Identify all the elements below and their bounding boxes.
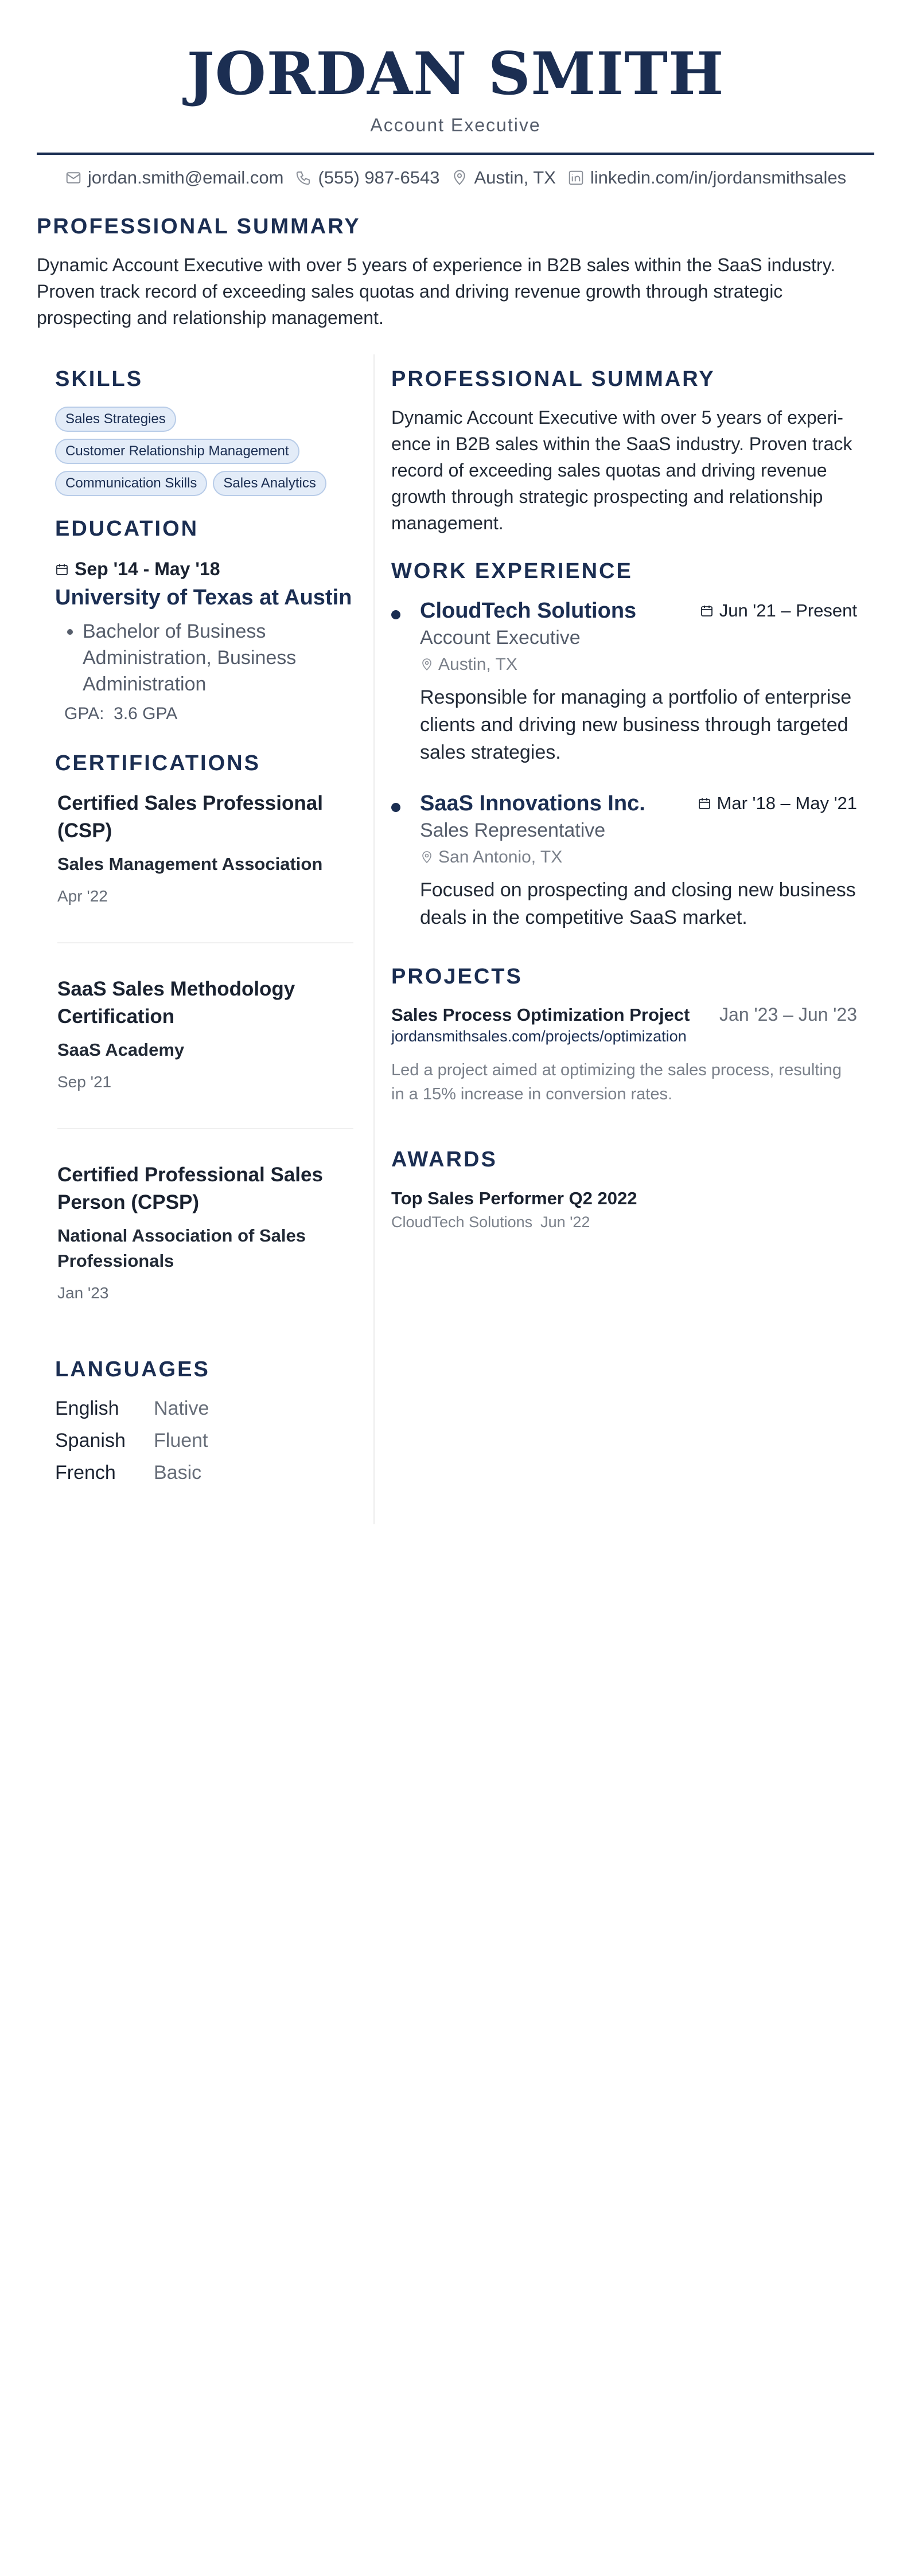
job-date-text: Jun '21 – Present (719, 600, 857, 620)
column-divider (373, 354, 375, 1524)
award-org: CloudTech Solutions (391, 1213, 533, 1231)
summary-text: Dynamic Account Executive with over 5 years of experience in B2B sales within the SaaS industry. Proven track record of exceeding sales quotas and driving revenue growth through strategic prospecting and relationship management. (37, 255, 836, 328)
skill-tag: Sales Analytics (213, 471, 326, 496)
job-date (698, 793, 857, 814)
skills-tags (55, 407, 353, 496)
section-heading: EDUCATION (55, 517, 199, 541)
job-company: SaaS Innovations Inc. (420, 791, 645, 815)
timeline-dot (391, 803, 400, 812)
job-entry (391, 791, 857, 931)
map-pin-icon (420, 850, 434, 864)
contact-location (451, 167, 555, 188)
certification-date: Sep '21 (57, 1073, 112, 1091)
language-level: Native (154, 1398, 209, 1419)
calendar-icon (700, 604, 714, 618)
skill-tag: Customer Relationship Management (55, 439, 299, 464)
section-heading: CERTIFICATIONS (55, 751, 260, 775)
language-name: French (55, 1462, 116, 1484)
summary-text: Dynamic Account Executive with over 5 years of experience in B2B sales within the SaaS industry. Proven track record of exceeding sales quotas and driving revenue growth through strategic prospecting and relationship management. (391, 407, 852, 533)
contact-phone[interactable] (295, 167, 439, 188)
certification-item (55, 943, 353, 1129)
project-description: Led a project aimed at optimizing the sales process, resulting in a 15% increase in conversion rates. (391, 1061, 842, 1103)
job-title: Account Executive (420, 627, 581, 649)
certification-org: National Association of Sales Professionals (57, 1225, 306, 1271)
certification-item (55, 1129, 353, 1302)
right-column (391, 367, 857, 1231)
mail-icon (65, 169, 82, 186)
job-location-text: Austin, TX (438, 655, 517, 674)
award-meta (391, 1213, 857, 1231)
certification-date: Apr '22 (57, 887, 108, 905)
map-pin-icon (420, 658, 434, 672)
contact-bar (0, 167, 911, 188)
skill-tag: Communication Skills (55, 471, 207, 496)
skill-tag: Sales Strategies (55, 407, 176, 432)
job-role-subtitle: Account Executive (370, 115, 541, 135)
education-date (55, 559, 353, 580)
section-heading: LANGUAGES (55, 1357, 210, 1381)
job-entry (391, 599, 857, 766)
job-date-text: Mar '18 – May '21 (717, 793, 857, 813)
certification-item (55, 776, 353, 943)
certification-org: Sales Management Association (57, 854, 323, 874)
section-heading: PROJECTS (391, 965, 523, 989)
certification-title: SaaS Sales Methodology Certification (57, 978, 295, 1028)
language-level: Basic (154, 1462, 202, 1484)
phone-text: (555) 987-6543 (318, 167, 440, 188)
education-degree-list (55, 618, 353, 697)
location-text: Austin, TX (474, 167, 556, 188)
language-row (55, 1457, 353, 1489)
language-level: Fluent (154, 1430, 208, 1451)
linkedin-icon (567, 169, 585, 186)
education-school: University of Texas at Austin (55, 586, 352, 610)
email-text: jordan.smith@email.com (87, 167, 284, 188)
certification-date: Jan '23 (57, 1284, 109, 1302)
section-heading: PROFESSIONAL SUMMARY (391, 367, 715, 391)
language-name: English (55, 1398, 119, 1419)
project-name: Sales Process Optimization Project (391, 1005, 690, 1025)
contact-email[interactable] (65, 167, 284, 188)
job-location (420, 848, 857, 867)
language-row (55, 1424, 353, 1457)
education-gpa (64, 704, 353, 724)
award-entry (391, 1188, 857, 1231)
languages-list (55, 1392, 353, 1489)
language-name: Spanish (55, 1430, 126, 1451)
job-company: CloudTech Solutions (420, 599, 637, 623)
education-date-text: Sep '14 - May '18 (75, 559, 220, 579)
education-degree: • Bachelor of Business Administration, Business Administration (83, 618, 353, 697)
summary-top-section (37, 214, 874, 331)
calendar-icon (698, 797, 711, 810)
section-heading: SKILLS (55, 367, 143, 391)
award-title: Top Sales Performer Q2 2022 (391, 1188, 637, 1208)
certification-org: SaaS Academy (57, 1040, 185, 1060)
map-pin-icon (451, 169, 468, 186)
project-date: Jan '23 – Jun '23 (719, 1004, 857, 1025)
timeline-dot (391, 610, 400, 619)
certification-title: Certified Professional Sales Person (CPSP) (57, 1164, 323, 1213)
project-link[interactable]: jordansmithsales.com/projects/optimization (391, 1028, 687, 1045)
header-divider (37, 153, 874, 155)
calendar-icon (55, 563, 69, 576)
job-description: Focused on prospecting and closing new business deals in the competitive SaaS market. (420, 879, 856, 928)
job-description: Responsible for managing a portfolio of enterprise clients and driving new business through targeted sales strategies. (420, 686, 852, 763)
award-date: Jun '22 (540, 1213, 590, 1231)
section-heading: WORK EXPERIENCE (391, 559, 633, 583)
certification-title: Certified Sales Professional (CSP) (57, 792, 323, 842)
job-date (700, 600, 857, 621)
job-location (420, 655, 857, 674)
left-column (55, 367, 353, 1489)
project-entry (391, 1004, 857, 1106)
contact-linkedin[interactable] (567, 167, 846, 188)
candidate-name: JORDAN SMITH (186, 40, 725, 108)
language-row (55, 1392, 353, 1424)
gpa-label: GPA: (64, 704, 104, 723)
section-heading: AWARDS (391, 1148, 497, 1172)
job-location-text: San Antonio, TX (438, 848, 563, 867)
linkedin-text: linkedin.com/in/jordansmithsales (590, 167, 847, 188)
gpa-value: 3.6 GPA (114, 704, 178, 723)
phone-icon (295, 169, 312, 186)
job-title: Sales Representative (420, 819, 606, 841)
section-heading: PROFESSIONAL SUMMARY (37, 214, 361, 239)
